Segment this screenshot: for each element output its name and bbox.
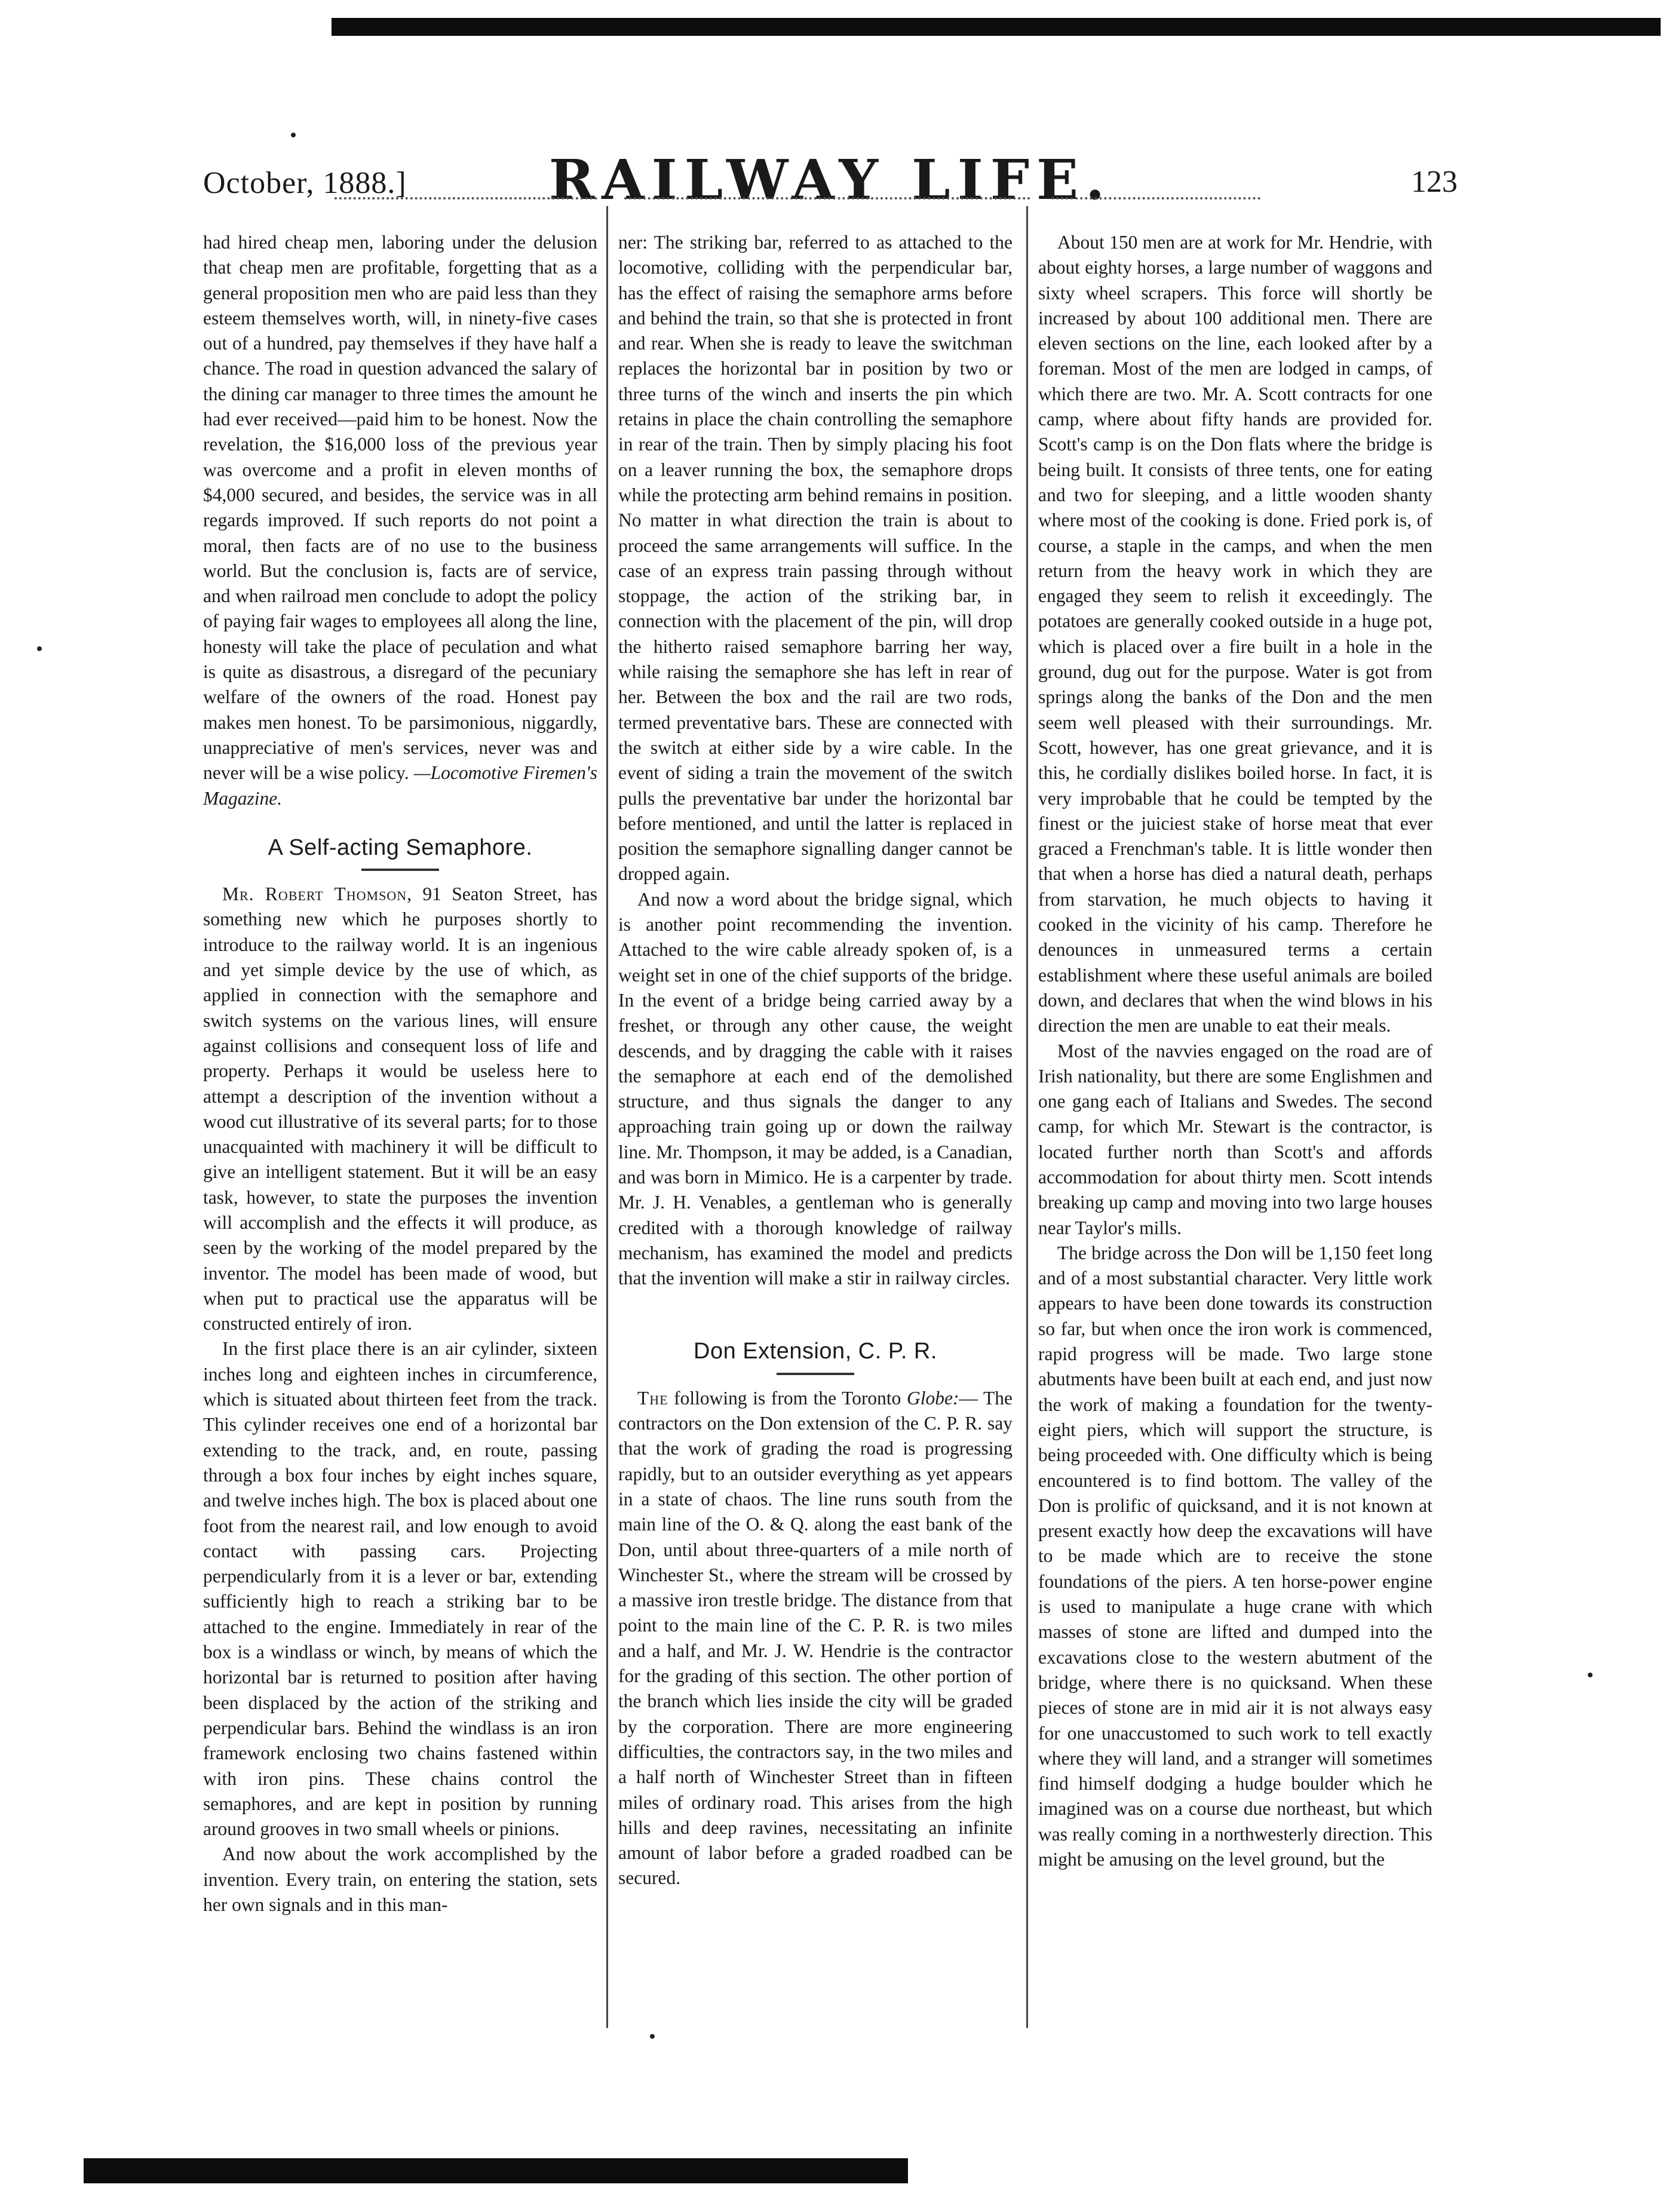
- heading-rule: [777, 1373, 854, 1375]
- article-paragraph: [618, 1386, 1013, 1891]
- masthead: [203, 148, 1458, 218]
- article-paragraph: [203, 882, 597, 1336]
- article-paragraph: had hired cheap men, laboring under the delusion that cheap men are profitable, forgetting that as a general proposition men who are paid less than they esteem themselves worth, will, in ninety-five cases out of a hundred, pay themselves if they have half a chance. The road in question advanced the salary of the dining car manager to three times the amount he had ever received—paid him to be honest. Now the revelation, the $16,000 loss of the previous year was overcome and a profit in eleven months of $4,000 secured, and besides, the service was in all regards improved. If such reports do not point a moral, then facts are of no use to the business world. But the conclusion is, facts are of service, and when railroad men conclude to adopt the policy of paying fair wages to employees all along the line, honesty will take the place of peculation and what is quite as disastrous, a disregard of the pecuniary welfare of the owners of the road. Honest pay makes men honest. To be parsimonious, niggardly, unappreciative of men's services, never was and never will be a wise policy.: [203, 232, 597, 784]
- speck-mark: [291, 133, 296, 137]
- article-paragraph: About 150 men are at work for Mr. Hendrie, with about eighty horses, a large number of waggons and sixty wheel scrapers. This force will shortly be increased by about 100 additional men. There are eleven sections on the line, each looked after by a foreman. Most of the men are lodged in camps, of which there are two. Mr. A. Scott contracts for one camp, where about fifty hands are provided for. Scott's camp is on the Don flats where the bridge is being built. It consists of three tents, one for eating and two for sleeping, and a little wooden shanty where most of the cooking is done. Fried pork is, of course, a staple in the camps, and when the men return from the heavy work in which they are engaged they seem to relish it exceedingly. The potatoes are generally cooked outside in a huge pot, which is placed over a fire built in a hole in the ground, dug out for the purpose. Water is got from springs along the banks of the Don and the men seem well pleased with their surroundings. Mr. Scott, however, has one great grievance, and it is this, he cordially dislikes boiled horse. In fact, it is very improbable that he could be tempted by the finest or the juiciest stake of horse meat that ever graced a Frenchman's table. It is little wonder then that when a horse has died a natural death, perhaps from starvation, he much objects to having it cooked in the vicinity of his camp. Therefore he denounces in unmeasured terms a certain establishment where these useful animals are boiled down, and declares that when the wind blows in his direction the men are unable to eat their meals.: [1038, 232, 1432, 1036]
- article-paragraph: In the first place there is an air cylinder, sixteen inches long and eighteen inches in circumference, which is situated about thirteen feet from the track. This cylinder receives one end of a horizontal bar extending to the track, and, en route, passing through a box four inches by eight inches square, and twelve inches high. The box is placed about one foot from the nearest rail, and low enough to avoid contact with passing cars. Projecting perpendicularly from it is a lever or bar, extending sufficiently high to reach a striking bar to be attached to the engine. Immediately in rear of the box is a windlass or winch, by means of which the horizontal bar is returned to position after having been displaced by the action of the striking and perpendicular bars. Behind the windlass is an iron framework enclosing two chains fastened within with iron pins. These chains control the semaphores, and are kept in position by running around grooves in two small wheels or pinions.: [203, 1338, 597, 1840]
- article-paragraph: Most of the navvies engaged on the road are of Irish nationality, but there are some Englishmen and one gang each of Italians and Swedes. The second camp, for which Mr. Stewart is the contractor, is located further north than Scott's and affords accommodation for about thirty men. Scott intends breaking up camp and moving into two large houses near Taylor's mills.: [1038, 1040, 1432, 1238]
- column-3: [1038, 230, 1432, 1872]
- source-name: Globe:: [907, 1387, 959, 1409]
- lead-word: The: [637, 1387, 668, 1409]
- paragraph-text: following is from the Toronto: [668, 1387, 907, 1409]
- article-heading: A Self-acting Semaphore.: [268, 835, 533, 860]
- article-heading: Don Extension, C. P. R.: [694, 1339, 937, 1364]
- heading-rule: [361, 869, 439, 871]
- column-2: [618, 230, 1013, 1891]
- margin-tick-mark: [1588, 1673, 1593, 1677]
- article-text: [203, 230, 597, 811]
- page-number: 123: [1411, 165, 1458, 199]
- speck-mark: [650, 2034, 655, 2039]
- top-border-bar: [332, 18, 1661, 36]
- article-paragraph: And now about the work accomplished by the invention. Every train, on entering the station, sets her own signals and in this man-: [203, 1843, 597, 1915]
- masthead-rule-right: [1051, 197, 1260, 200]
- article-paragraph: ner: The striking bar, referred to as attached to the locomotive, colliding with the perpendicular bar, has the effect of raising the semaphore arms before and behind the train, so that she is protected in front and rear. When she is ready to leave the switchman replaces the horizontal bar in position by two or three turns of the winch and inserts the pin which retains in place the chain controlling the semaphore in rear of the train. Then by simply placing his foot on a leaver running the box, the semaphore drops while the protecting arm behind remains in position. No matter in what direction the train is about to proceed the same arrangements will suffice. In the case of an express train passing through without stoppage, the action of the striking bar, in connection with the placement of the pin, will drop the hitherto raised semaphore barring her way, while raising the semaphore she has left in rear of her. Between the box and the rail are two rods, termed preventative bars. These are connected with the switch at either side by a wire cable. In the event of siding a train the movement of the switch pulls the preventative bar under the horizontal bar before mentioned, and until the latter is replaced in position the semaphore signalling danger cannot be dropped again.: [618, 232, 1013, 885]
- issue-date: October, 1888.]: [203, 166, 407, 200]
- publication-title: RAILWAY LIFE.: [548, 148, 1112, 212]
- paragraph-text: 91 Seaton Street, has something new which he purposes shortly to introduce to the railway world. It is an ingenious and yet simple device by the use of which, as applied in connection with the semaphore and switch systems on the various lines, will ensure against collisions and consequent loss of life and property. Perhaps it would be useless here to attempt a description of the invention without a wood cut illustrative of its several parts; for to those unacquainted with machinery it will be difficult to give an intelligent statement. But it will be an easy task, however, to state the purposes the invention will accomplish and the effects it will produce, as seen by the working of the model prepared by the inventor. The model has been made of wood, but when put to practical use the apparatus will be constructed entirely of iron.: [203, 883, 597, 1334]
- column-divider: [606, 206, 608, 2028]
- column-1: [203, 230, 597, 1918]
- masthead-rule-center: [624, 197, 1030, 200]
- article-paragraph: And now a word about the bridge signal, which is another point recommending the invention. Attached to the wire cable already spoken of, is a weight set in one of the chief supports of the bridge. In the event of a bridge being carried away by a freshet, or through any other cause, the weight descends, and by dragging the cable with it raises the semaphore at each end of the demolished structure, and thus signals the danger to any approaching train going up or down the railway line. Mr. Thompson, it may be added, is a Canadian, and was born in Mimico. He is a carpenter by trade. Mr. J. H. Venables, a gentleman who is generally credited with a thorough knowledge of railway mechanism, has examined the model and predicts that the invention will make a stir in railway circles.: [618, 888, 1013, 1289]
- paragraph-text: — The contractors on the Don extension of the C. P. R. say that the work of grading the road is progressing rapidly, but to an outsider everything as yet appears in a state of chaos. The line runs south from the main line of the O. & Q. along the east bank of the Don, until about three-quarters of a mile north of Winchester St., where the stream will be crossed by a massive iron trestle bridge. The distance from that point to the main line of the C. P. R. is two miles and a half, and Mr. J. W. Hendrie is the contractor for the grading of this section. The other portion of the branch which lies inside the city will be graded by the corporation. There are more engineering difficulties, the contractors say, in the two miles and a half north of Winchester Street than in fifteen miles of ordinary road. This arises from the high hills and deep ravines, necessitating an infinite amount of labor before a graded roadbed can be secured.: [618, 1387, 1013, 1889]
- masthead-rule-left: [335, 197, 597, 200]
- margin-tick-mark: [37, 646, 42, 651]
- article-source: —Locomotive Firemen's Magazine.: [203, 762, 598, 809]
- article-paragraph: The bridge across the Don will be 1,150 feet long and of a most substantial character. Very little work appears to have been done towards its construction so far, but when once the iron work is commenced, rapid progress will be made. Two large stone abutments have been built at each end, and just now the work of making a foundation for the twenty-eight piers, which will support the structure, is being proceeded with. One difficulty which is being encountered is to find bottom. The valley of the Don is prolific of quicksand, and it is not known at present exactly how deep the excavations will have to be made which are to receive the stone foundations of the piers. A ten horse-power engine is used to manipulate a huge crane with which masses of stone are lifted and dumped into the excavations close to the western abutment of the bridge, where there is no quicksand. When these pieces of stone are in mid air it is not always easy for one unaccustomed to such work to tell exactly where they will land, and a stranger will sometimes find himself dodging a hudge boulder which he imagined was on a course due northeast, but which was really coming in a northwesterly direction. This might be amusing on the level ground, but the: [1038, 1242, 1432, 1870]
- bottom-border-bar: [84, 2158, 908, 2183]
- column-divider: [1026, 206, 1028, 2028]
- lead-name: Mr. Robert Thomson,: [222, 883, 412, 905]
